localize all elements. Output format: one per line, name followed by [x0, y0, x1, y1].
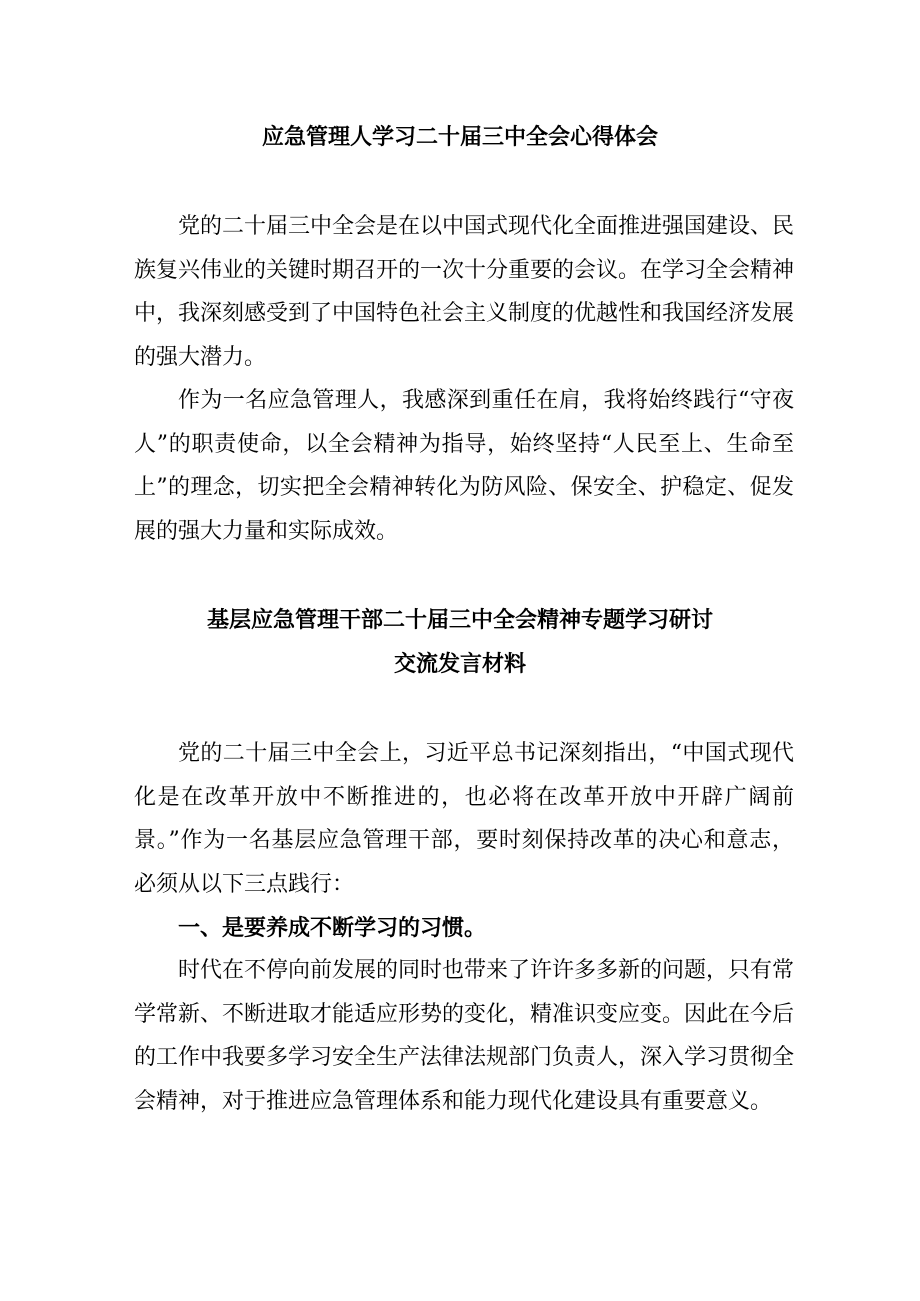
- section2-title-line2: 交流发言材料: [393, 651, 526, 677]
- section2-heading-1: 一、是要养成不断学习的习惯。: [178, 915, 487, 941]
- section2-title-line1: 基层应急管理干部二十届三中全会精神专题学习研讨: [206, 607, 713, 633]
- section1-paragraph-2: 作为一名应急管理人，我感深到重任在肩，我将始终践行“守夜人”的职责使命，以全会精神为指导，始终坚持“人民至上、生命至上”的理念，切实把全会精神转化为防风险、保安全、护稳定、促发展的强大力量和实际成效。: [134, 388, 794, 544]
- section1-paragraph-1: 党的二十届三中全会是在以中国式现代化全面推进强国建设、民族复兴伟业的关键时期召开的一次十分重要的会议。在学习全会精神中，我深刻感受到了中国特色社会主义制度的优越性和我国经济发展的强大潜力。: [134, 214, 795, 370]
- section2-paragraph-2: 时代在不停向前发展的同时也带来了许许多多新的问题，只有常学常新、不断进取才能适应形势的变化，精准识变应变。因此在今后的工作中我要多学习安全生产法律法规部门负责人，深入学习贯彻全会精神，对于推进应急管理体系和能力现代化建设具有重要意义。: [134, 958, 795, 1114]
- section1-title: 应急管理人学习二十届三中全会心得体会: [261, 124, 658, 150]
- section2-paragraph-1: 党的二十届三中全会上，习近平总书记深刻指出，“中国式现代化是在改革开放中不断推进的，也必将在改革开放中开辟广阔前景。”作为一名基层应急管理干部，要时刻保持改革的决心和意志，必须从以下三点践行：: [134, 741, 794, 897]
